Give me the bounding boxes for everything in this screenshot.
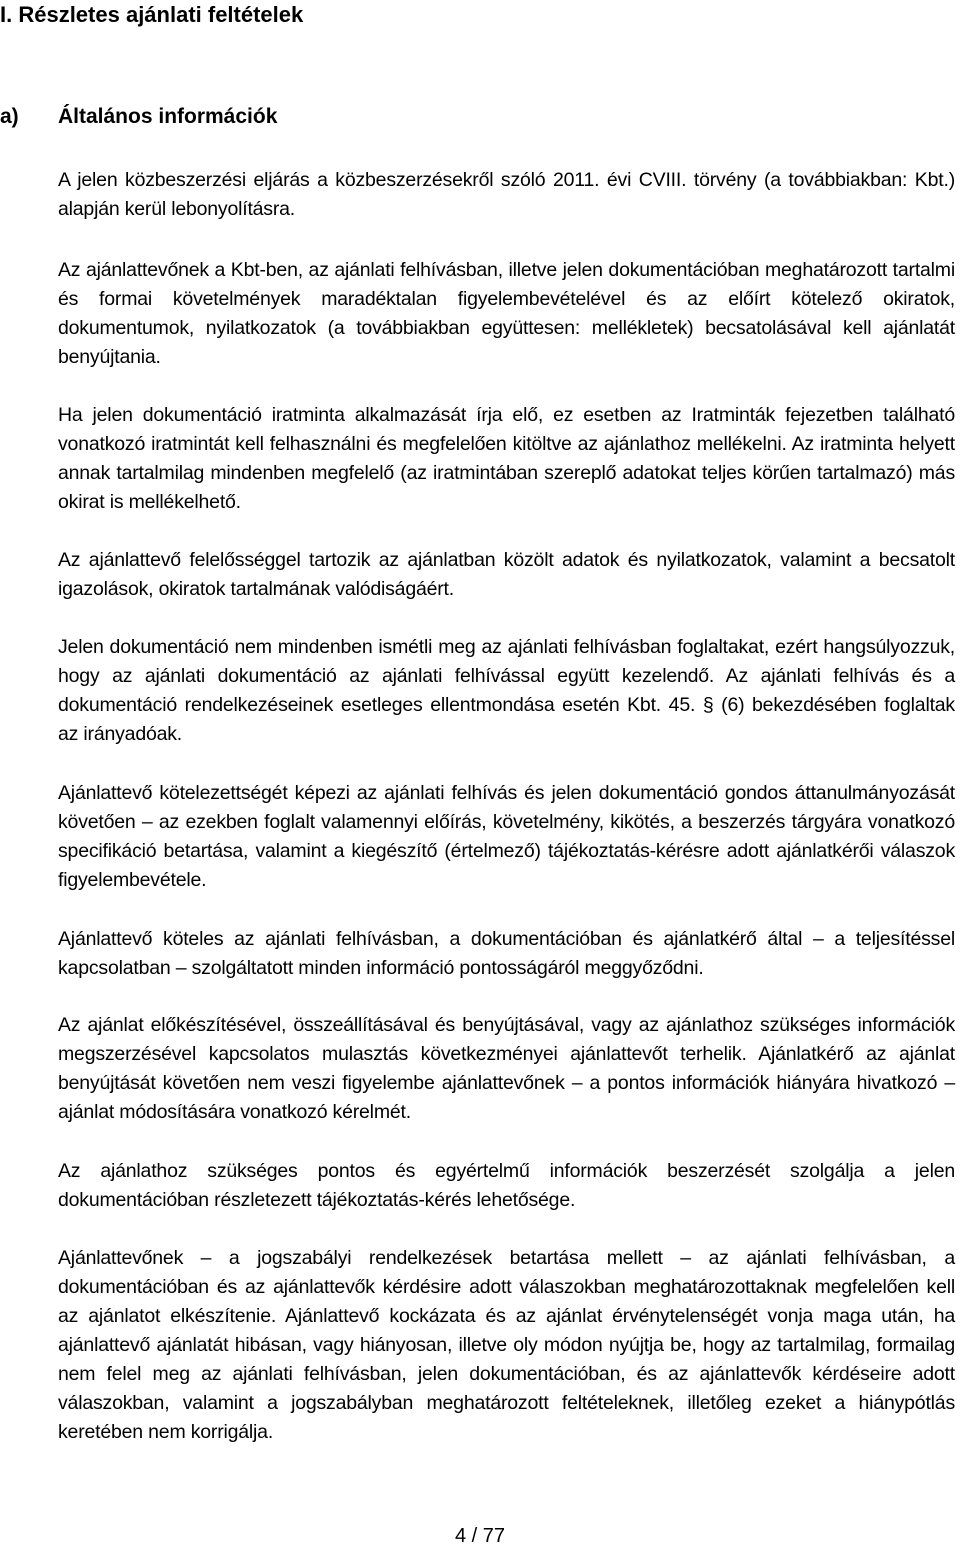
paragraph-bidder-responsibility: Az ajánlattevő felelősséggel tartozik az ajánlatban közölt adatok és nyilatkozatok, valamint a becsatolt igazolások, okiratok tartalmának valódiságáért. bbox=[58, 549, 955, 600]
subsection-title: Általános információk bbox=[58, 105, 278, 128]
paragraph-information-accuracy: Ajánlattevő köteles az ajánlati felhívásban, a dokumentációban és ajánlatkérő által – a teljesítéssel kapcsolatban – szolgáltatott minden információ pontosságáról meggyőződni. bbox=[58, 928, 955, 979]
paragraph-bid-preparation: Ajánlattevőnek – a jogszabályi rendelkezések betartása mellett – az ajánlati felhívásban, a dokumentációban és az ajánlattevők kérdésire adott válaszokban meghatározottaknak megfelelően kell az ajánlatot elkészítenie. Ajánlattevő kockázata és az ajánlat érvénytelenségét vonja maga után, ha ajánlattevő ajánlatát hibásan, vagy hiányosan, illetve oly módon nyújtja be, hogy az tartalmilag, formailag nem felel meg az ajánlati felhívásban, jelen dokumentációban, és az ajánlattevők kérdéseire adott válaszokban, valamint a jogszabályban meghatározott feltételeknek, illetőleg ezeket a hiánypótlás keretében nem korrigálja. bbox=[58, 1247, 955, 1443]
subsection-heading bbox=[0, 104, 277, 130]
subsection-letter: a) bbox=[0, 105, 19, 128]
paragraph-bidder-obligations: Ajánlattevő kötelezettségét képezi az ajánlati felhívás és jelen dokumentáció gondos áttanulmányozását követően – az ezekben foglalt valamennyi előírás, követelmény, kikötés, a beszerzés tárgyára vonatkozó specifikáció betartása, valamint a kiegészítő (értelmező) tájékoztatás-kérésre adott ajánlatkérői válaszok figyelembevétele. bbox=[58, 782, 955, 891]
section-title: I. Részletes ajánlati feltételek bbox=[0, 2, 304, 27]
paragraph-documentation-scope: Jelen dokumentáció nem mindenben ismétli meg az ajánlati felhívásban foglaltakat, ezért hangsúlyozzuk, hogy az ajánlati dokumentáció az ajánlati felhívással együtt kezelendő. Az ajánlati felhívás és a dokumentáció rendelkezéseinek esetleges ellentmondása esetén Kbt. 45. § (6) bekezdésében foglaltak az irányadóak. bbox=[58, 636, 955, 745]
paragraph-document-templates: Ha jelen dokumentáció iratminta alkalmazását írja elő, ez esetben az Iratminták fejezetben található vonatkozó iratmintát kell felhasználni és megfelelően kitöltve az ajánlathoz mellékelni. Az iratminta helyett annak tartalmilag mindenben megfelelő (az iratmintában szereplő adatokat teljes körűen tartalmazó) más okirat is mellékelhető. bbox=[58, 404, 955, 513]
paragraph-requirements: Az ajánlattevőnek a Kbt-ben, az ajánlati felhívásban, illetve jelen dokumentációban meghatározott tartalmi és formai követelmények maradéktalan figyelembevételével és az előírt kötelező okiratok, dokumentumok, nyilatkozatok (a továbbiakban együttesen: mellékletek) becsatolásával kell ajánlatát benyújtania. bbox=[58, 259, 955, 368]
paragraph-preparation-omission: Az ajánlat előkészítésével, összeállításával és benyújtásával, vagy az ajánlathoz szükséges információk megszerzésével kapcsolatos mulasztás következményei ajánlattevőt terhelik. Ajánlatkérő az ajánlat benyújtását követően nem veszi figyelembe ajánlattevőnek – a pontos információk hiányára hivatkozó – ajánlat módosítására vonatkozó kérelmét. bbox=[58, 1014, 955, 1123]
paragraph-legal-basis: A jelen közbeszerzési eljárás a közbeszerzésekről szóló 2011. évi CVIII. törvény (a továbbiakban: Kbt.) alapján kerül lebonyolításra. bbox=[58, 169, 955, 220]
page-number: 4 / 77 bbox=[454, 1525, 506, 1547]
paragraph-information-request: Az ajánlathoz szükséges pontos és egyértelmű információk beszerzését szolgálja a jelen dokumentációban részletezett tájékoztatás-kérés lehetősége. bbox=[58, 1160, 955, 1211]
